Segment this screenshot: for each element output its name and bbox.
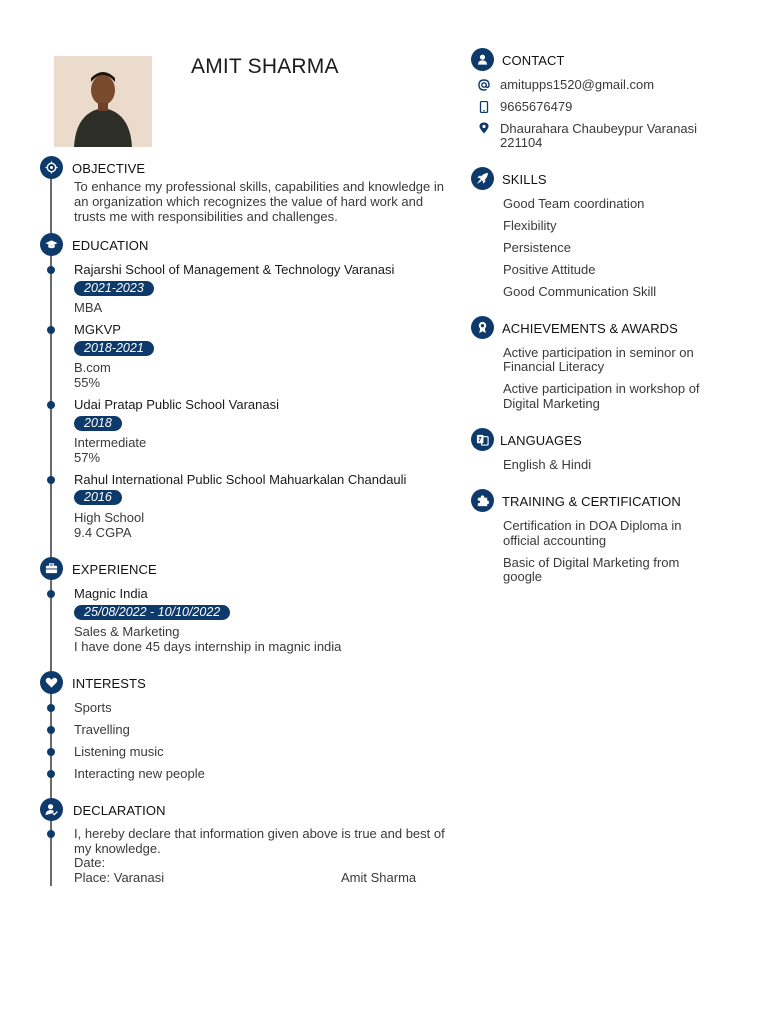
training-item-line: Basic of Digital Marketing from bbox=[503, 555, 680, 570]
education-detail: 55% bbox=[74, 375, 101, 390]
interest-item: Interacting new people bbox=[74, 766, 205, 781]
experience-heading: EXPERIENCE bbox=[72, 562, 157, 577]
rocket-icon bbox=[471, 167, 494, 190]
skill-item: Persistence bbox=[503, 240, 571, 255]
phone-icon bbox=[478, 101, 490, 113]
contact-address-postcode: 221104 bbox=[500, 135, 543, 150]
skill-item: Good Team coordination bbox=[503, 196, 645, 211]
experience-dates-badge: 25/08/2022 - 10/10/2022 bbox=[74, 605, 230, 620]
declaration-date: Date: bbox=[74, 855, 106, 870]
person-photo-icon bbox=[54, 56, 152, 147]
skill-item: Positive Attitude bbox=[503, 262, 596, 277]
education-school: Rajarshi School of Management & Technology Varanasi bbox=[74, 262, 395, 277]
candidate-name: AMIT SHARMA bbox=[191, 55, 339, 78]
timeline-dot bbox=[47, 704, 55, 712]
timeline-dot bbox=[47, 830, 55, 838]
education-school: Rahul International Public School Mahuarkalan Chandauli bbox=[74, 472, 407, 487]
education-years-badge: 2018 bbox=[74, 416, 122, 431]
education-years-badge: 2021-2023 bbox=[74, 281, 154, 296]
training-item-line: official accounting bbox=[503, 533, 607, 548]
objective-text-line: trusts me with responsibilities and challenges. bbox=[74, 209, 338, 224]
timeline-line-left bbox=[50, 174, 52, 886]
puzzle-icon bbox=[471, 489, 494, 512]
heart-icon bbox=[40, 671, 63, 694]
objective-text-line: an organization which recognizes the value of hard work and bbox=[74, 194, 424, 209]
contact-heading: CONTACT bbox=[502, 53, 565, 68]
user-check-icon bbox=[40, 798, 63, 821]
objective-heading: OBJECTIVE bbox=[72, 161, 146, 176]
contact-phone: 9665676479 bbox=[500, 99, 573, 114]
achievement-item-line: Active participation in workshop of bbox=[503, 381, 700, 396]
skill-item: Good Communication Skill bbox=[503, 284, 657, 299]
achievement-item-line: Financial Literacy bbox=[503, 359, 605, 374]
education-school: MGKVP bbox=[74, 322, 121, 337]
skill-item: Flexibility bbox=[503, 218, 557, 233]
experience-company: Magnic India bbox=[74, 586, 148, 601]
skills-heading: SKILLS bbox=[502, 172, 547, 187]
timeline-dot bbox=[47, 266, 55, 274]
award-ribbon-icon bbox=[471, 316, 494, 339]
declaration-text-line: I, hereby declare that information given above is true and best of bbox=[74, 826, 445, 841]
languages-heading: LANGUAGES bbox=[500, 433, 582, 448]
timeline-dot bbox=[47, 726, 55, 734]
education-school: Udai Pratap Public School Varanasi bbox=[74, 397, 279, 412]
objective-icon bbox=[40, 156, 63, 179]
email-at-icon bbox=[478, 79, 490, 91]
profile-photo bbox=[54, 56, 152, 147]
experience-detail: Sales & Marketing bbox=[74, 624, 180, 639]
training-item-line: Certification in DOA Diploma in bbox=[503, 518, 682, 533]
declaration-signature: Amit Sharma bbox=[341, 870, 417, 885]
training-item-line: google bbox=[503, 569, 543, 584]
education-detail: Intermediate bbox=[74, 435, 147, 450]
education-detail: MBA bbox=[74, 300, 103, 315]
declaration-heading: DECLARATION bbox=[73, 803, 166, 818]
interest-item: Listening music bbox=[74, 744, 164, 759]
training-heading: TRAINING & CERTIFICATION bbox=[502, 494, 681, 509]
timeline-dot bbox=[47, 326, 55, 334]
education-years-badge: 2018-2021 bbox=[74, 341, 154, 356]
declaration-text-line: my knowledge. bbox=[74, 841, 161, 856]
achievements-heading: ACHIEVEMENTS & AWARDS bbox=[502, 321, 678, 336]
language-translate-icon bbox=[471, 428, 494, 451]
location-pin-icon bbox=[478, 122, 490, 134]
timeline-dot bbox=[47, 476, 55, 484]
graduation-cap-icon bbox=[40, 233, 63, 256]
timeline-dot bbox=[47, 748, 55, 756]
education-detail: 57% bbox=[74, 450, 101, 465]
experience-detail: I have done 45 days internship in magnic india bbox=[74, 639, 342, 654]
briefcase-icon bbox=[40, 557, 63, 580]
achievement-item-line: Active participation in seminor on bbox=[503, 345, 694, 360]
timeline-dot bbox=[47, 401, 55, 409]
achievement-item-line: Digital Marketing bbox=[503, 396, 600, 411]
objective-text-line: To enhance my professional skills, capabilities and knowledge in bbox=[74, 179, 444, 194]
education-detail: 9.4 CGPA bbox=[74, 525, 132, 540]
education-detail: High School bbox=[74, 510, 145, 525]
education-heading: EDUCATION bbox=[72, 238, 149, 253]
declaration-place: Place: Varanasi bbox=[74, 870, 165, 885]
contact-address: Dhaurahara Chaubeypur Varanasi bbox=[500, 121, 698, 136]
language-item: English & Hindi bbox=[503, 457, 592, 472]
timeline-dot bbox=[47, 590, 55, 598]
contact-email: amitupps1520@gmail.com bbox=[500, 77, 655, 92]
timeline-dot bbox=[47, 770, 55, 778]
education-detail: B.com bbox=[74, 360, 111, 375]
contact-person-icon bbox=[471, 48, 494, 71]
interest-item: Travelling bbox=[74, 722, 130, 737]
education-years-badge: 2016 bbox=[74, 490, 122, 505]
interests-heading: INTERESTS bbox=[72, 676, 146, 691]
interest-item: Sports bbox=[74, 700, 112, 715]
